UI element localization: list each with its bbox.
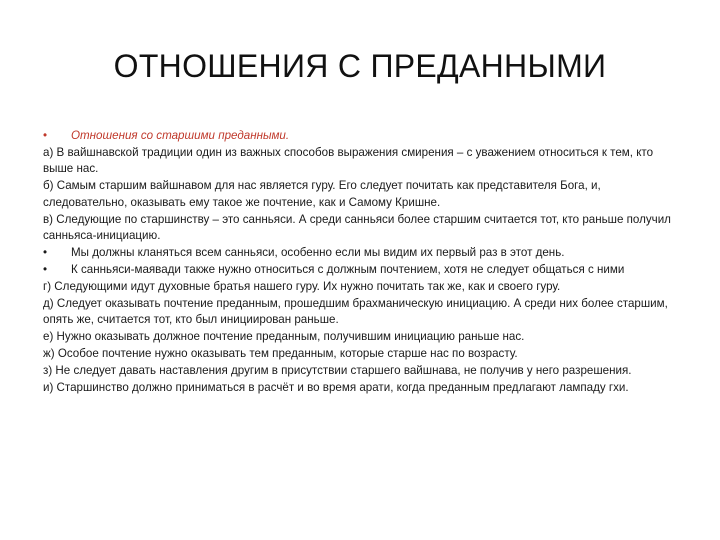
item-e: е) Нужно оказывать должное почтение преданным, получившим инициацию раньше нас. <box>43 329 525 343</box>
item-v-bullet-2-text: К санньяси-маявади также нужно относиться с должным почтением, хотя не следует общаться с ними <box>71 262 625 276</box>
bullet-icon: • <box>43 262 48 276</box>
item-g: г) Следующими идут духовные братья нашего гуру. Их нужно почитать так же, как и своего гуру. <box>43 279 561 293</box>
item-z: з) Не следует давать наставления другим в присутствии старшего вайшнава, не получив у него разрешения. <box>43 363 632 377</box>
item-a: а) В вайшнавской традиции один из важных способов выражения смирения – с уважением относиться к тем, кто выше нас. <box>43 145 654 176</box>
bullet-icon: • <box>43 245 48 259</box>
section-heading-text: Отношения со старшими преданными. <box>71 129 290 142</box>
item-b: б) Самым старшим вайшнавом для нас является гуру. Его следует почитать как представителя Бога, и, следовательно, оказывать ему такое же почтение, как и Самому Кришне. <box>43 179 601 209</box>
page-title: ОТНОШЕНИЯ С ПРЕДАННЫМИ <box>113 48 607 84</box>
item-i: и) Старшинство должно приниматься в расчёт и во время арати, когда преданным предлагают лампаду гхи. <box>43 380 629 394</box>
item-v-bullet-2 <box>43 262 683 278</box>
item-d: д) Следует оказывать почтение преданным, прошедшим брахманическую инициацию. А среди них более старшим, опять же, считается тот, кто был инициирован раньше. <box>43 296 668 326</box>
bullet-icon: • <box>43 129 48 142</box>
item-zh: ж) Особое почтение нужно оказывать тем преданным, которые старше нас по возрасту. <box>43 346 518 360</box>
section-heading-bullet <box>43 128 683 144</box>
slide-body <box>43 128 683 397</box>
item-v: в) Следующие по старшинству – это санньяси. А среди санньяси более старшим считается тот, кто раньше получил санньяса-инициацию. <box>43 212 671 242</box>
item-v-bullet-1-text: Мы должны кланяться всем санньяси, особенно если мы видим их первый раз в этот день. <box>71 245 565 259</box>
item-v-bullet-1 <box>43 245 683 261</box>
